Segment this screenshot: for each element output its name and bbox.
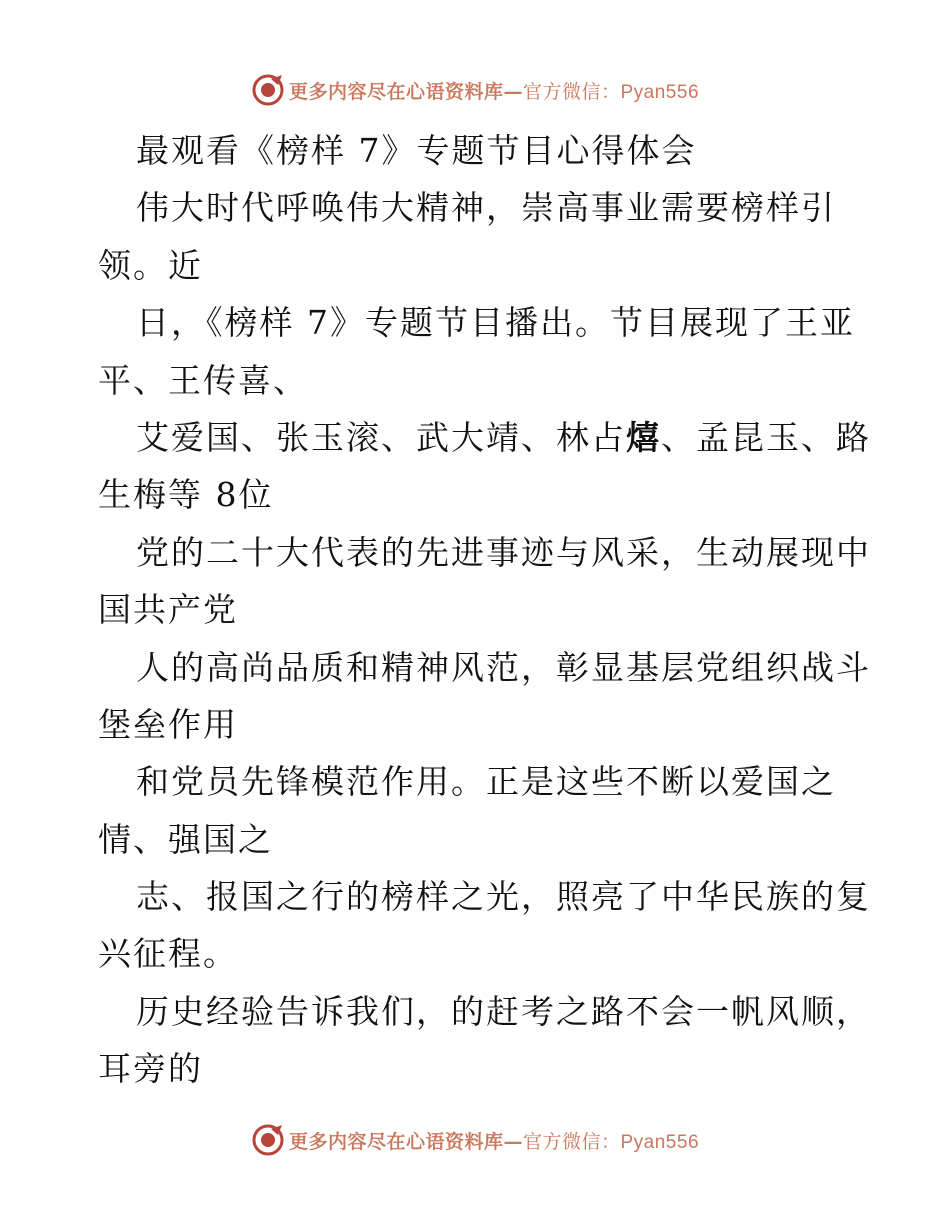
text-segment: 艾爱国、张玉滚、武大靖、林占 (136, 417, 626, 457)
paragraph-line: 日，《榜样 7》专题节目播出。节目展现了王亚 (136, 303, 855, 343)
paragraph-line: 堡垒作用 (98, 704, 238, 744)
paragraph-line: 平、王传喜、 (98, 360, 308, 400)
paragraph-line: 国共产党 (98, 590, 238, 630)
header-banner (0, 70, 950, 110)
paragraph-line: 情、强国之 (98, 819, 273, 859)
paragraph-line: 历史经验告诉我们，的赶考之路不会一帆风顺， (136, 991, 871, 1031)
paragraph-line: 党的二十大代表的先进事迹与风采，生动展现中 (136, 532, 871, 572)
paragraph-line: 人的高尚品质和精神风范，彰显基层党组织战斗 (136, 647, 871, 687)
paragraph-line: 兴征程。 (98, 934, 238, 974)
paragraph-line: 领。近 (98, 245, 203, 285)
banner-text: 更多内容尽在心语资料库— (288, 1130, 523, 1153)
paragraph-line: 生梅等 8位 (98, 475, 274, 515)
footer-banner (0, 1120, 950, 1160)
document-body (98, 122, 871, 1098)
document-title: 最观看《榜样 7》专题节目心得体会 (136, 131, 697, 170)
paragraph-line: 志、报国之行的榜样之光，照亮了中华民族的复 (136, 877, 871, 917)
paragraph-line: 和党员先锋模范作用。正是这些不断以爱国之 (136, 762, 836, 802)
paragraph-line (98, 409, 871, 466)
banner-text: 更多内容尽在心语资料库— (288, 80, 523, 103)
text-segment: 、孟昆玉、路 (661, 417, 871, 457)
logo-icon (251, 73, 285, 107)
text-segment: 熺 (626, 417, 661, 457)
paragraph-line: 耳旁的 (98, 1049, 203, 1089)
banner-wechat-text: 官方微信：Pyan556 (523, 81, 700, 103)
banner-wechat-text: 官方微信：Pyan556 (523, 1131, 700, 1153)
logo-icon (251, 1123, 285, 1157)
paragraph-line: 伟大时代呼唤伟大精神，崇高事业需要榜样引 (136, 188, 836, 228)
